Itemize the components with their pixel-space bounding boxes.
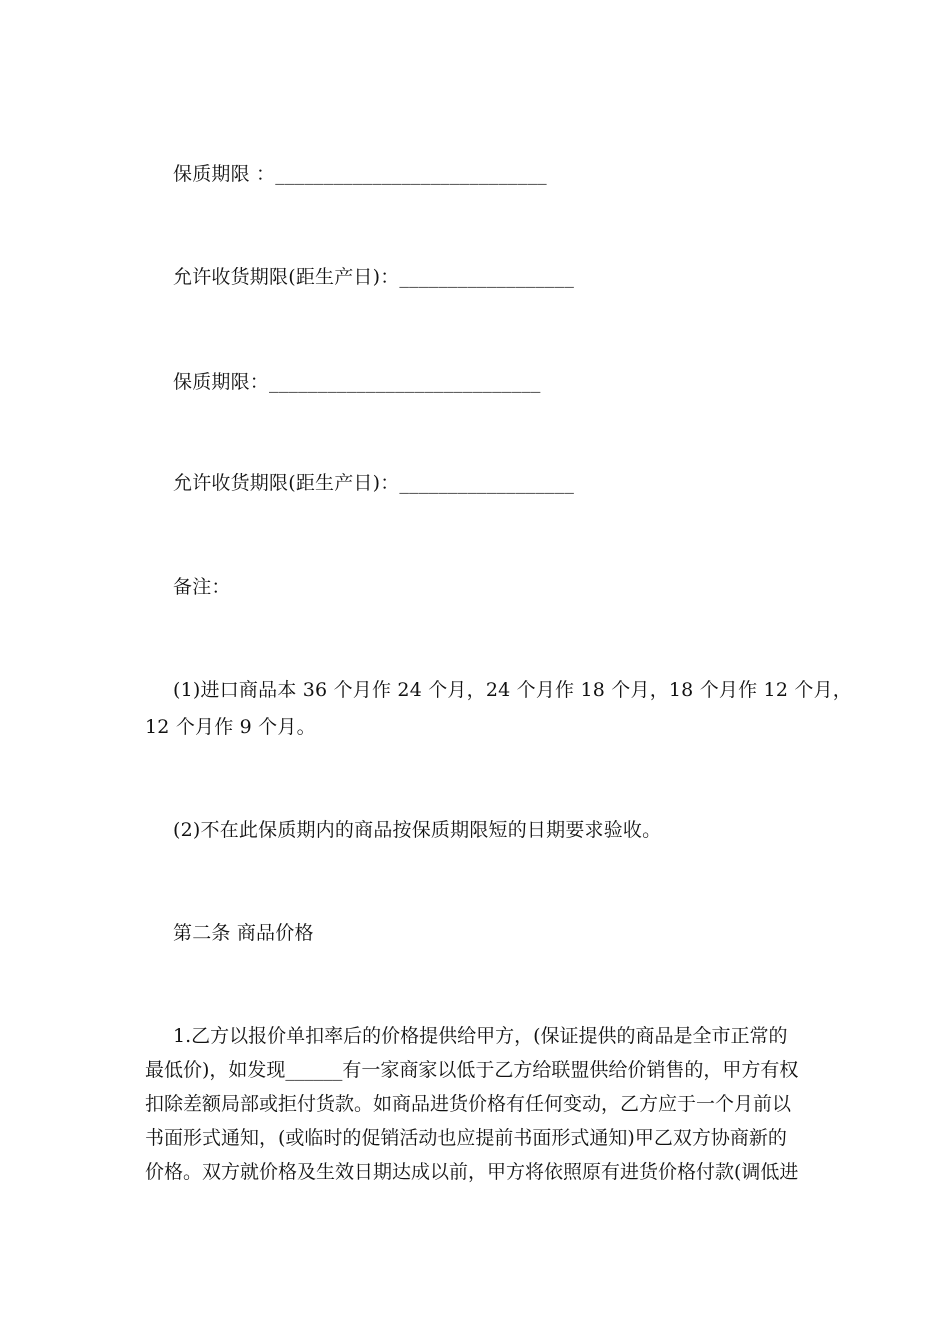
note-2-line: (2)不在此保质期内的商品按保质期限短的日期要求验收。 xyxy=(173,819,662,841)
allowed-receipt-line-1: 允许收货期限(距生产日)：__________________ xyxy=(173,266,575,288)
note-1-line-b: 12 个月作 9 个月。 xyxy=(145,716,316,738)
paragraph-row: 扣除差额局部或拒付货款。如商品进货价格有任何变动，乙方应于一个月前以 xyxy=(145,1093,792,1115)
article-2-heading: 第二条 商品价格 xyxy=(173,922,314,944)
paragraph-row: 价格。双方就价格及生效日期达成以前，甲方将依照原有进货价格付款(调低进 xyxy=(145,1161,799,1183)
article-2-paragraph-1 xyxy=(145,1019,810,1189)
paragraph-row: 书面形式通知，(或临时的促销活动也应提前书面形式通知)甲乙双方协商新的 xyxy=(145,1127,787,1149)
paragraph-row: 1.乙方以报价单扣率后的价格提供给甲方，(保证提供的商品是全市正常的 xyxy=(173,1025,788,1047)
allowed-receipt-line-2: 允许收货期限(距生产日)：__________________ xyxy=(173,472,575,494)
shelf-life-line-1: 保质期限 ：____________________________ xyxy=(173,163,547,185)
remarks-label: 备注： xyxy=(173,576,231,598)
paragraph-row: 最低价)，如发现______有一家商家以低于乙方给联盟供给价销售的，甲方有权 xyxy=(145,1059,799,1081)
note-1-line-a: (1)进口商品本 36 个月作 24 个月，24 个月作 18 个月，18 个月作 12 个月， xyxy=(173,679,852,701)
shelf-life-line-2: 保质期限：____________________________ xyxy=(173,371,541,393)
